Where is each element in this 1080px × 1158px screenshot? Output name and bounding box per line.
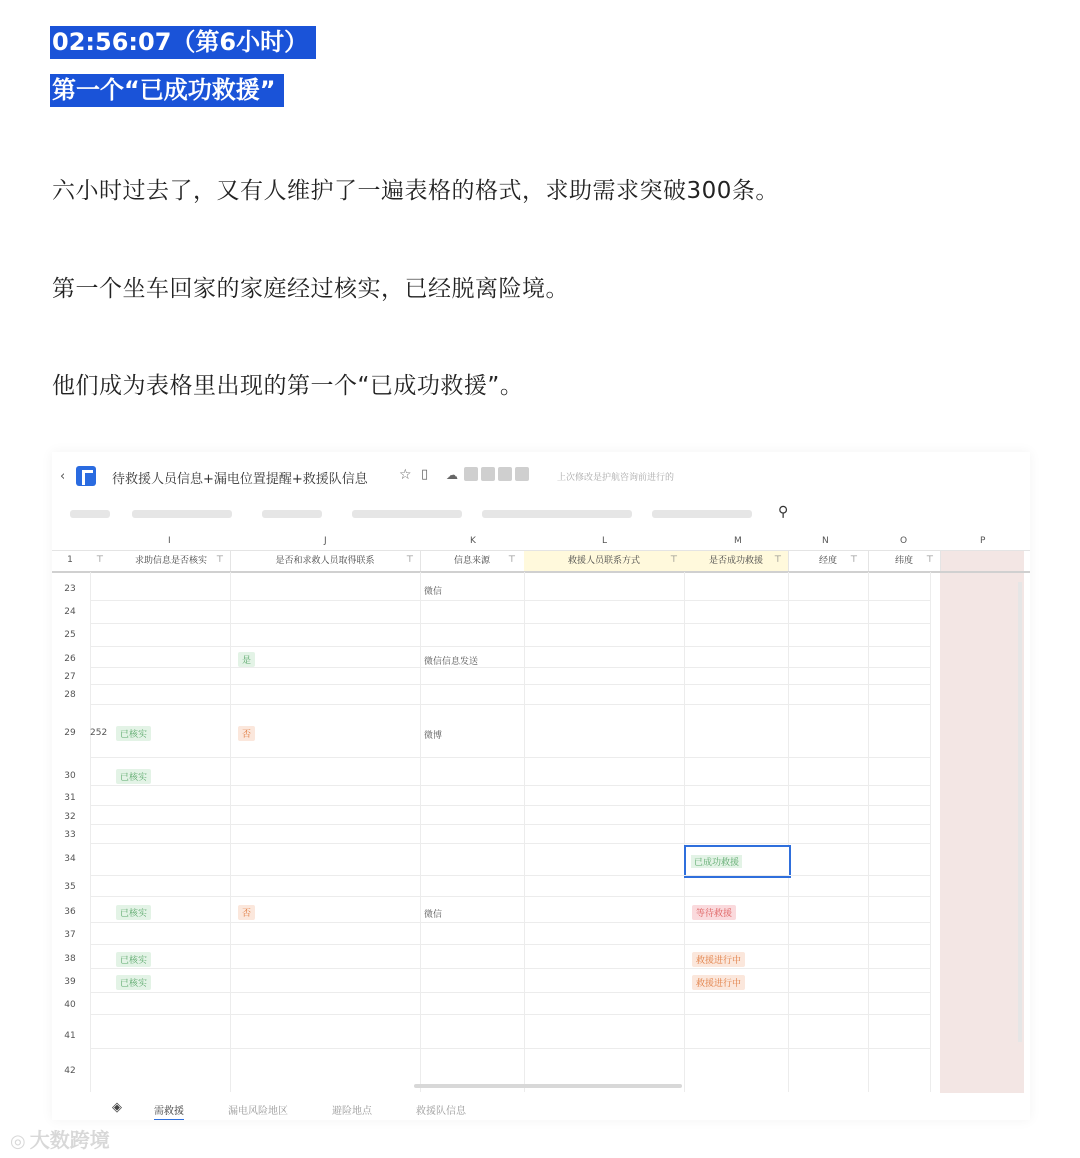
cell-rescued-tag: 已成功救援 xyxy=(691,855,742,868)
gridline xyxy=(90,805,930,806)
avatar xyxy=(498,467,512,481)
row-number: 30 xyxy=(64,771,76,781)
cell-verified-tag[interactable]: 已核实 xyxy=(116,952,151,967)
layers-icon[interactable]: ◈ xyxy=(112,1100,122,1115)
row-number: 39 xyxy=(64,977,76,987)
row-number: 1 xyxy=(67,555,73,565)
tab-rescue-needed[interactable]: 需救援 xyxy=(154,1102,184,1120)
toolbar xyxy=(52,500,1030,528)
gridline xyxy=(90,944,930,945)
header-longitude[interactable]: 经度 xyxy=(788,551,869,571)
gridline xyxy=(90,704,930,705)
gridline xyxy=(90,824,930,825)
row-number: 34 xyxy=(64,854,76,864)
row-number: 28 xyxy=(64,690,76,700)
row-number: 24 xyxy=(64,607,76,617)
row-number: 31 xyxy=(64,793,76,803)
gridline xyxy=(90,992,930,993)
cell-source[interactable]: 微博 xyxy=(424,731,443,741)
filter-icon[interactable]: ⊤ xyxy=(926,555,934,565)
cell-rescued-tag[interactable]: 救援进行中 xyxy=(692,952,745,967)
filter-icon[interactable]: ⊤ xyxy=(774,555,782,565)
col-letter-o[interactable]: O xyxy=(900,536,908,546)
gridline xyxy=(90,1048,930,1049)
col-letter-p[interactable]: P xyxy=(980,536,986,546)
star-icon[interactable]: ☆ xyxy=(399,467,412,483)
gridline xyxy=(90,757,930,758)
row-number: 35 xyxy=(64,882,76,892)
cell-source[interactable]: 微信 xyxy=(424,910,443,920)
paragraph-3: 他们成为表格里出现的第一个“已成功救援”。 xyxy=(52,373,524,399)
gridline xyxy=(90,600,930,601)
toolbar-size-select[interactable] xyxy=(352,510,462,518)
toolbar-undo-redo[interactable] xyxy=(70,510,110,518)
avatar xyxy=(481,467,495,481)
gridline xyxy=(90,623,930,624)
gridline xyxy=(90,785,930,786)
watermark xyxy=(10,1124,110,1153)
cell-verified-tag[interactable]: 已核实 xyxy=(116,905,151,920)
row-number: 38 xyxy=(64,954,76,964)
grid-body xyxy=(52,572,1030,1092)
watermark-text: 大数跨境 xyxy=(29,1128,110,1152)
row-number: 37 xyxy=(64,930,76,940)
filter-icon[interactable]: ⊤ xyxy=(508,555,516,565)
cell-verified-tag[interactable]: 已核实 xyxy=(116,975,151,990)
col-letter-i[interactable]: I xyxy=(168,536,171,546)
cloud-icon[interactable]: ☁ xyxy=(446,468,458,482)
gridline xyxy=(90,922,930,923)
filter-icon[interactable]: ⊤ xyxy=(216,555,224,565)
toolbar-style-group[interactable] xyxy=(482,510,632,518)
row-number: 33 xyxy=(64,830,76,840)
row-number: 27 xyxy=(64,672,76,682)
row-number: 41 xyxy=(64,1031,76,1041)
sheet-title-bar xyxy=(52,462,1030,492)
cell-source[interactable]: 微信信息发送 xyxy=(424,657,479,667)
save-status: 上次修改是护航咨询前进行的 xyxy=(557,473,675,483)
spreadsheet-screenshot xyxy=(52,452,1030,1120)
cell-contacted-tag[interactable]: 否 xyxy=(238,905,255,920)
row-number: 40 xyxy=(64,1000,76,1010)
toolbar-font-select[interactable] xyxy=(262,510,322,518)
header-rescued[interactable]: 是否成功救援 xyxy=(684,551,789,571)
row-number: 42 xyxy=(64,1066,76,1076)
cell-count[interactable]: 252 xyxy=(90,728,108,738)
gridline xyxy=(90,667,930,668)
cell-contacted-tag[interactable]: 是 xyxy=(238,652,255,667)
header-verified[interactable]: 求助信息是否核实 xyxy=(112,551,231,571)
avatar xyxy=(464,467,478,481)
gridline xyxy=(90,968,930,969)
col-letter-n[interactable]: N xyxy=(822,536,829,546)
row-number: 23 xyxy=(64,584,76,594)
header-latitude[interactable]: 纬度 xyxy=(868,551,941,571)
filter-icon[interactable]: ⊤ xyxy=(96,555,104,565)
file-icon[interactable]: ▯ xyxy=(421,467,429,482)
gridline xyxy=(90,843,930,844)
header-rescuer-contact[interactable]: 救援人员联系方式 xyxy=(524,551,685,571)
gridline xyxy=(930,572,931,1092)
col-letter-l[interactable]: L xyxy=(602,536,608,546)
col-letter-k[interactable]: K xyxy=(470,536,476,546)
toolbar-cell-group[interactable] xyxy=(652,510,752,518)
row-number: 29 xyxy=(64,728,76,738)
cell-verified-tag[interactable]: 已核实 xyxy=(116,769,151,784)
filter-icon[interactable]: ⊤ xyxy=(406,555,414,565)
row-number: 25 xyxy=(64,630,76,640)
gridline xyxy=(90,684,930,685)
back-chevron-icon[interactable]: ‹ xyxy=(60,469,66,484)
col-letter-m[interactable]: M xyxy=(734,536,742,546)
row-number: 36 xyxy=(64,907,76,917)
cell-rescued-tag[interactable]: 救援进行中 xyxy=(692,975,745,990)
cell-source[interactable]: 微信 xyxy=(424,587,443,597)
header-contacted[interactable]: 是否和求救人员取得联系 xyxy=(230,551,421,571)
filter-icon[interactable]: ⊤ xyxy=(670,555,678,565)
toolbar-format-group[interactable] xyxy=(132,510,232,518)
filter-icon[interactable]: ⊤ xyxy=(850,555,858,565)
tab-rescue-teams[interactable]: 救援队信息 xyxy=(416,1106,466,1117)
row-number: 32 xyxy=(64,812,76,822)
cell-verified-tag[interactable]: 已核实 xyxy=(116,726,151,741)
tab-electric-risk[interactable]: 漏电风险地区 xyxy=(228,1106,288,1117)
column-letter-bar xyxy=(90,536,1030,550)
avatar xyxy=(515,467,529,481)
cell-rescued-tag[interactable]: 等待救援 xyxy=(692,905,736,920)
sheet-tabs-bar xyxy=(52,1094,1030,1120)
col-letter-j[interactable]: J xyxy=(324,536,327,546)
search-icon[interactable]: ⚲ xyxy=(778,504,789,520)
document-title: 待救援人员信息+漏电位置提醒+救援队信息 xyxy=(112,472,368,487)
vertical-scrollbar[interactable] xyxy=(1018,582,1022,1042)
collaborator-avatars[interactable] xyxy=(464,467,536,483)
doc-app-logo xyxy=(76,466,96,486)
paragraph-2: 第一个坐车回家的家庭经过核实，已经脱离险境。 xyxy=(52,276,569,302)
watermark-logo-icon: ◎ xyxy=(10,1131,26,1152)
gridline xyxy=(90,1014,930,1015)
tab-shelter[interactable]: 避险地点 xyxy=(332,1106,372,1117)
horizontal-scrollbar[interactable] xyxy=(414,1084,682,1088)
gridline xyxy=(90,896,930,897)
section-heading: 第一个“已成功救援” xyxy=(50,74,284,107)
gridline xyxy=(90,875,930,876)
header-source[interactable]: 信息来源 xyxy=(420,551,525,571)
gridline xyxy=(90,646,930,647)
header-row xyxy=(52,550,1030,573)
cell-contacted-tag[interactable]: 否 xyxy=(238,726,255,741)
selected-cell[interactable] xyxy=(684,845,791,878)
timestamp-heading: 02:56:07（第6小时） xyxy=(50,26,316,59)
paragraph-1: 六小时过去了，又有人维护了一遍表格的格式，求助需求突破300条。 xyxy=(52,178,779,204)
row-number: 26 xyxy=(64,654,76,664)
